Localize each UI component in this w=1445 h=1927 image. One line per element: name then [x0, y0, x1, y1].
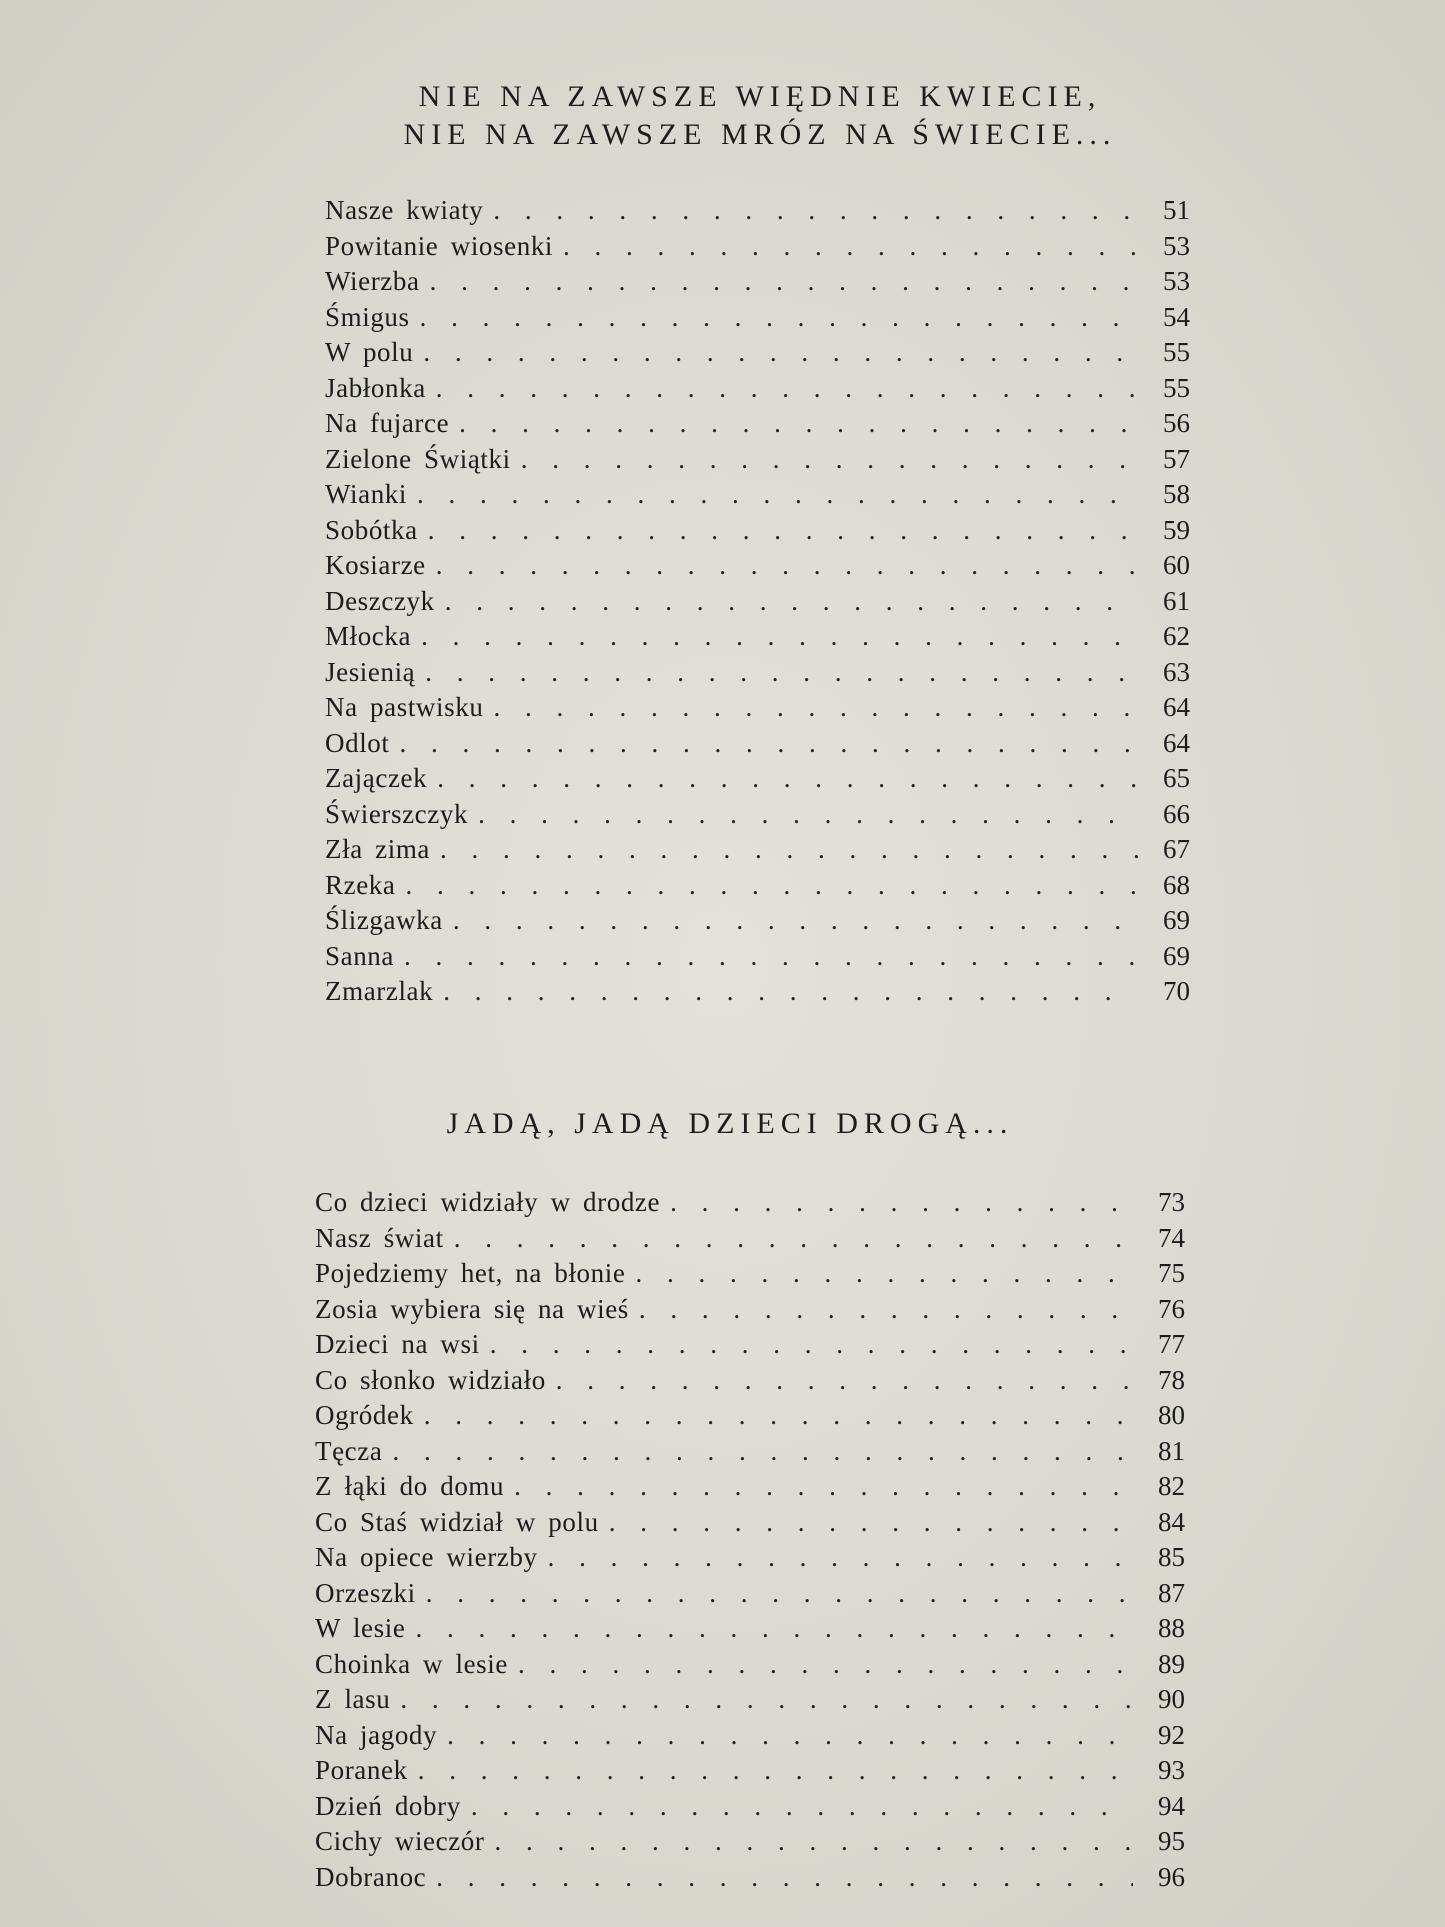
dot-leader: [471, 1789, 1133, 1825]
toc-entry-title: Na jagody: [315, 1719, 438, 1750]
toc-entry-title: Co dzieci widziały w drodze: [315, 1187, 661, 1217]
toc-entry-page-number: 76: [1158, 1293, 1185, 1324]
section-heading: [380, 1105, 1080, 1143]
toc-entry: [325, 229, 1190, 265]
toc-entry-title: Dzień dobry: [315, 1790, 461, 1821]
toc-entry-title: Sobótka: [325, 514, 418, 545]
toc-entry-title: Nasz świat: [315, 1222, 444, 1253]
dot-leader: [443, 974, 1138, 1010]
toc-entry: [325, 619, 1190, 655]
dot-leader: [454, 1221, 1133, 1257]
toc-entry-title: Co słonko widziało: [315, 1364, 546, 1395]
toc-entry-page-number: 73: [1158, 1187, 1185, 1217]
dot-leader: [670, 1185, 1133, 1221]
dot-leader: [459, 406, 1138, 442]
dot-leader: [415, 1611, 1133, 1647]
toc-entry-title: Jesienią: [325, 656, 416, 687]
dot-leader: [436, 1860, 1133, 1896]
toc-entry: [315, 1789, 1185, 1825]
toc-entry-page-number: 57: [1163, 443, 1190, 474]
toc-entry-title: Cichy wieczór: [315, 1826, 485, 1856]
dot-leader: [418, 1753, 1133, 1789]
toc-entry-title: Zajączek: [325, 763, 428, 793]
toc-entry-title: Powitanie wiosenki: [325, 230, 554, 261]
dot-leader: [428, 513, 1138, 549]
toc-entry-title: Na pastwisku: [325, 692, 484, 722]
toc-entry-page-number: 87: [1158, 1577, 1185, 1608]
section-heading-line: NIE NA ZAWSZE WIĘDNIE KWIECIE,: [418, 80, 1102, 113]
dot-leader: [639, 1292, 1133, 1328]
toc-entry-page-number: 55: [1163, 372, 1190, 403]
toc-entry: [325, 300, 1190, 336]
toc-entry-title: Deszczyk: [325, 585, 435, 616]
toc-entry: [325, 939, 1190, 975]
toc-entry: [315, 1576, 1185, 1612]
toc-entry-title: Nasze kwiaty: [325, 195, 484, 225]
toc-entry-page-number: 61: [1163, 585, 1190, 616]
toc-entry: [315, 1256, 1185, 1292]
toc-entry-title: Orzeszki: [315, 1577, 416, 1608]
dot-leader: [493, 193, 1138, 229]
toc-entry: [315, 1824, 1185, 1860]
toc-entry-title: Zielone Świątki: [325, 443, 511, 474]
toc-entry: [325, 903, 1190, 939]
toc-entry-page-number: 68: [1163, 869, 1190, 900]
toc-entry-title: Zła zima: [325, 834, 430, 864]
toc-entry: [325, 584, 1190, 620]
dot-leader: [556, 1363, 1133, 1399]
toc-entry-title: Kosiarze: [325, 550, 426, 580]
dot-leader: [609, 1505, 1133, 1541]
toc-entry: [325, 335, 1190, 371]
toc-entry-page-number: 58: [1163, 479, 1190, 509]
dot-leader: [453, 903, 1138, 939]
toc-entry-title: W lesie: [315, 1613, 406, 1643]
toc-entry: [315, 1611, 1185, 1647]
toc-entry-page-number: 51: [1163, 195, 1190, 225]
dot-leader: [417, 477, 1138, 513]
dot-leader: [635, 1256, 1133, 1292]
toc-entry: [315, 1221, 1185, 1257]
dot-leader: [436, 548, 1138, 584]
toc-entry-title: Zosia wybiera się na wieś: [315, 1293, 629, 1324]
dot-leader: [490, 1327, 1133, 1363]
toc-entry-title: Zmarzlak: [325, 976, 434, 1006]
toc-entry-page-number: 66: [1163, 798, 1190, 829]
dot-leader: [400, 1682, 1133, 1718]
dot-leader: [425, 655, 1138, 691]
toc-entry-page-number: 63: [1163, 656, 1190, 687]
toc-entry-page-number: 70: [1163, 976, 1190, 1006]
toc-entry-title: Z łąki do domu: [315, 1471, 505, 1501]
toc-entry: [325, 513, 1190, 549]
toc-entry-title: Dobranoc: [315, 1861, 427, 1892]
toc-entry-title: Sanna: [325, 940, 394, 971]
toc-entry-title: Dzieci na wsi: [315, 1329, 480, 1359]
toc-entry-page-number: 84: [1158, 1506, 1185, 1537]
dot-leader: [430, 264, 1138, 300]
toc-entry: [315, 1718, 1185, 1754]
toc-entry-page-number: 92: [1158, 1719, 1185, 1750]
dot-leader: [405, 868, 1138, 904]
dot-leader: [493, 690, 1138, 726]
toc-entry-page-number: 53: [1163, 230, 1190, 261]
toc-entry: [325, 548, 1190, 584]
toc-entry-title: Wianki: [325, 479, 407, 509]
dot-leader: [521, 442, 1138, 478]
dot-leader: [478, 797, 1138, 833]
toc-entry-title: Śmigus: [325, 301, 410, 332]
toc-entry-page-number: 82: [1158, 1471, 1185, 1501]
toc-entry: [315, 1505, 1185, 1541]
toc-entry-page-number: 75: [1158, 1258, 1185, 1288]
toc-entry-title: Pojedziemy het, na błonie: [315, 1258, 626, 1288]
toc-entry-title: Z lasu: [315, 1684, 391, 1714]
toc-entry-title: Świerszczyk: [325, 798, 469, 829]
toc-list: [315, 1185, 1185, 1895]
section-heading-line: NIE NA ZAWSZE MRÓZ NA ŚWIECIE...: [403, 118, 1117, 151]
toc-entry-page-number: 60: [1163, 550, 1190, 580]
dot-leader: [437, 761, 1138, 797]
toc-entry-page-number: 55: [1163, 337, 1190, 367]
toc-entry-title: Na fujarce: [325, 408, 450, 438]
dot-leader: [404, 939, 1138, 975]
toc-entry-page-number: 81: [1158, 1435, 1185, 1466]
dot-leader: [495, 1824, 1134, 1860]
toc-entry-page-number: 64: [1163, 692, 1190, 722]
toc-entry-title: Tęcza: [315, 1435, 383, 1466]
toc-entry-page-number: 89: [1158, 1648, 1185, 1679]
toc-entry-page-number: 74: [1158, 1222, 1185, 1253]
toc-entry-title: Ślizgawka: [325, 905, 443, 935]
toc-entry: [325, 371, 1190, 407]
dot-leader: [440, 832, 1138, 868]
toc-entry-page-number: 64: [1163, 727, 1190, 758]
dot-leader: [392, 1434, 1133, 1470]
dot-leader: [421, 619, 1138, 655]
toc-entry: [315, 1753, 1185, 1789]
toc-entry-page-number: 85: [1158, 1542, 1185, 1572]
toc-entry: [325, 406, 1190, 442]
toc-entry-page-number: 96: [1158, 1861, 1185, 1892]
dot-leader: [445, 584, 1138, 620]
dot-leader: [400, 726, 1138, 762]
toc-entry-page-number: 53: [1163, 266, 1190, 296]
toc-entry: [325, 477, 1190, 513]
toc-entry: [315, 1398, 1185, 1434]
toc-entry: [325, 761, 1190, 797]
toc-entry-page-number: 56: [1163, 408, 1190, 438]
toc-entry: [325, 193, 1190, 229]
toc-entry-page-number: 95: [1158, 1826, 1185, 1856]
toc-entry: [315, 1363, 1185, 1399]
dot-leader: [424, 1398, 1133, 1434]
toc-entry-page-number: 67: [1163, 834, 1190, 864]
toc-entry: [315, 1327, 1185, 1363]
toc-entry-title: Odlot: [325, 727, 390, 758]
toc-entry: [315, 1682, 1185, 1718]
toc-entry: [325, 264, 1190, 300]
toc-entry-page-number: 78: [1158, 1364, 1185, 1395]
toc-entry-page-number: 54: [1163, 301, 1190, 332]
toc-entry-page-number: 94: [1158, 1790, 1185, 1821]
toc-entry-title: Młocka: [325, 621, 412, 651]
toc-entry-page-number: 90: [1158, 1684, 1185, 1714]
dot-leader: [518, 1647, 1133, 1683]
dot-leader: [423, 335, 1138, 371]
dot-leader: [514, 1469, 1133, 1505]
toc-entry: [315, 1185, 1185, 1221]
toc-entry: [315, 1540, 1185, 1576]
toc-entry-title: Choinka w lesie: [315, 1648, 508, 1679]
toc-entry-page-number: 80: [1158, 1400, 1185, 1430]
toc-entry: [315, 1647, 1185, 1683]
toc-entry: [325, 797, 1190, 833]
toc-entry: [315, 1860, 1185, 1896]
toc-entry: [325, 442, 1190, 478]
toc-entry-title: Ogródek: [315, 1400, 414, 1430]
toc-entry-page-number: 69: [1163, 940, 1190, 971]
toc-entry: [325, 655, 1190, 691]
toc-entry-title: Na opiece wierzby: [315, 1542, 538, 1572]
toc-entry-page-number: 62: [1163, 621, 1190, 651]
section-heading-line: JADĄ, JADĄ DZIECI DROGĄ...: [446, 1107, 1014, 1140]
toc-list: [325, 193, 1190, 1010]
toc-entry-title: W polu: [325, 337, 414, 367]
dot-leader: [426, 1576, 1133, 1612]
dot-leader: [420, 300, 1138, 336]
toc-entry-page-number: 77: [1158, 1329, 1185, 1359]
toc-entry-title: Rzeka: [325, 869, 396, 900]
toc-entry-page-number: 88: [1158, 1613, 1185, 1643]
section-heading: [360, 78, 1160, 154]
dot-leader: [436, 371, 1138, 407]
toc-entry-page-number: 93: [1158, 1755, 1185, 1785]
toc-entry-title: Poranek: [315, 1755, 408, 1785]
toc-entry: [315, 1469, 1185, 1505]
toc-entry: [325, 832, 1190, 868]
toc-entry-title: Wierzba: [325, 266, 420, 296]
toc-entry-title: Jabłonka: [325, 372, 426, 403]
dot-leader: [447, 1718, 1133, 1754]
toc-entry: [325, 868, 1190, 904]
toc-entry-page-number: 59: [1163, 514, 1190, 545]
dot-leader: [548, 1540, 1133, 1576]
toc-entry: [325, 726, 1190, 762]
toc-entry-page-number: 65: [1163, 763, 1190, 793]
toc-entry: [315, 1292, 1185, 1328]
toc-entry-page-number: 69: [1163, 905, 1190, 935]
toc-entry-title: Co Staś widział w polu: [315, 1506, 599, 1537]
toc-entry: [315, 1434, 1185, 1470]
toc-entry: [325, 690, 1190, 726]
toc-entry: [325, 974, 1190, 1010]
dot-leader: [563, 229, 1138, 265]
